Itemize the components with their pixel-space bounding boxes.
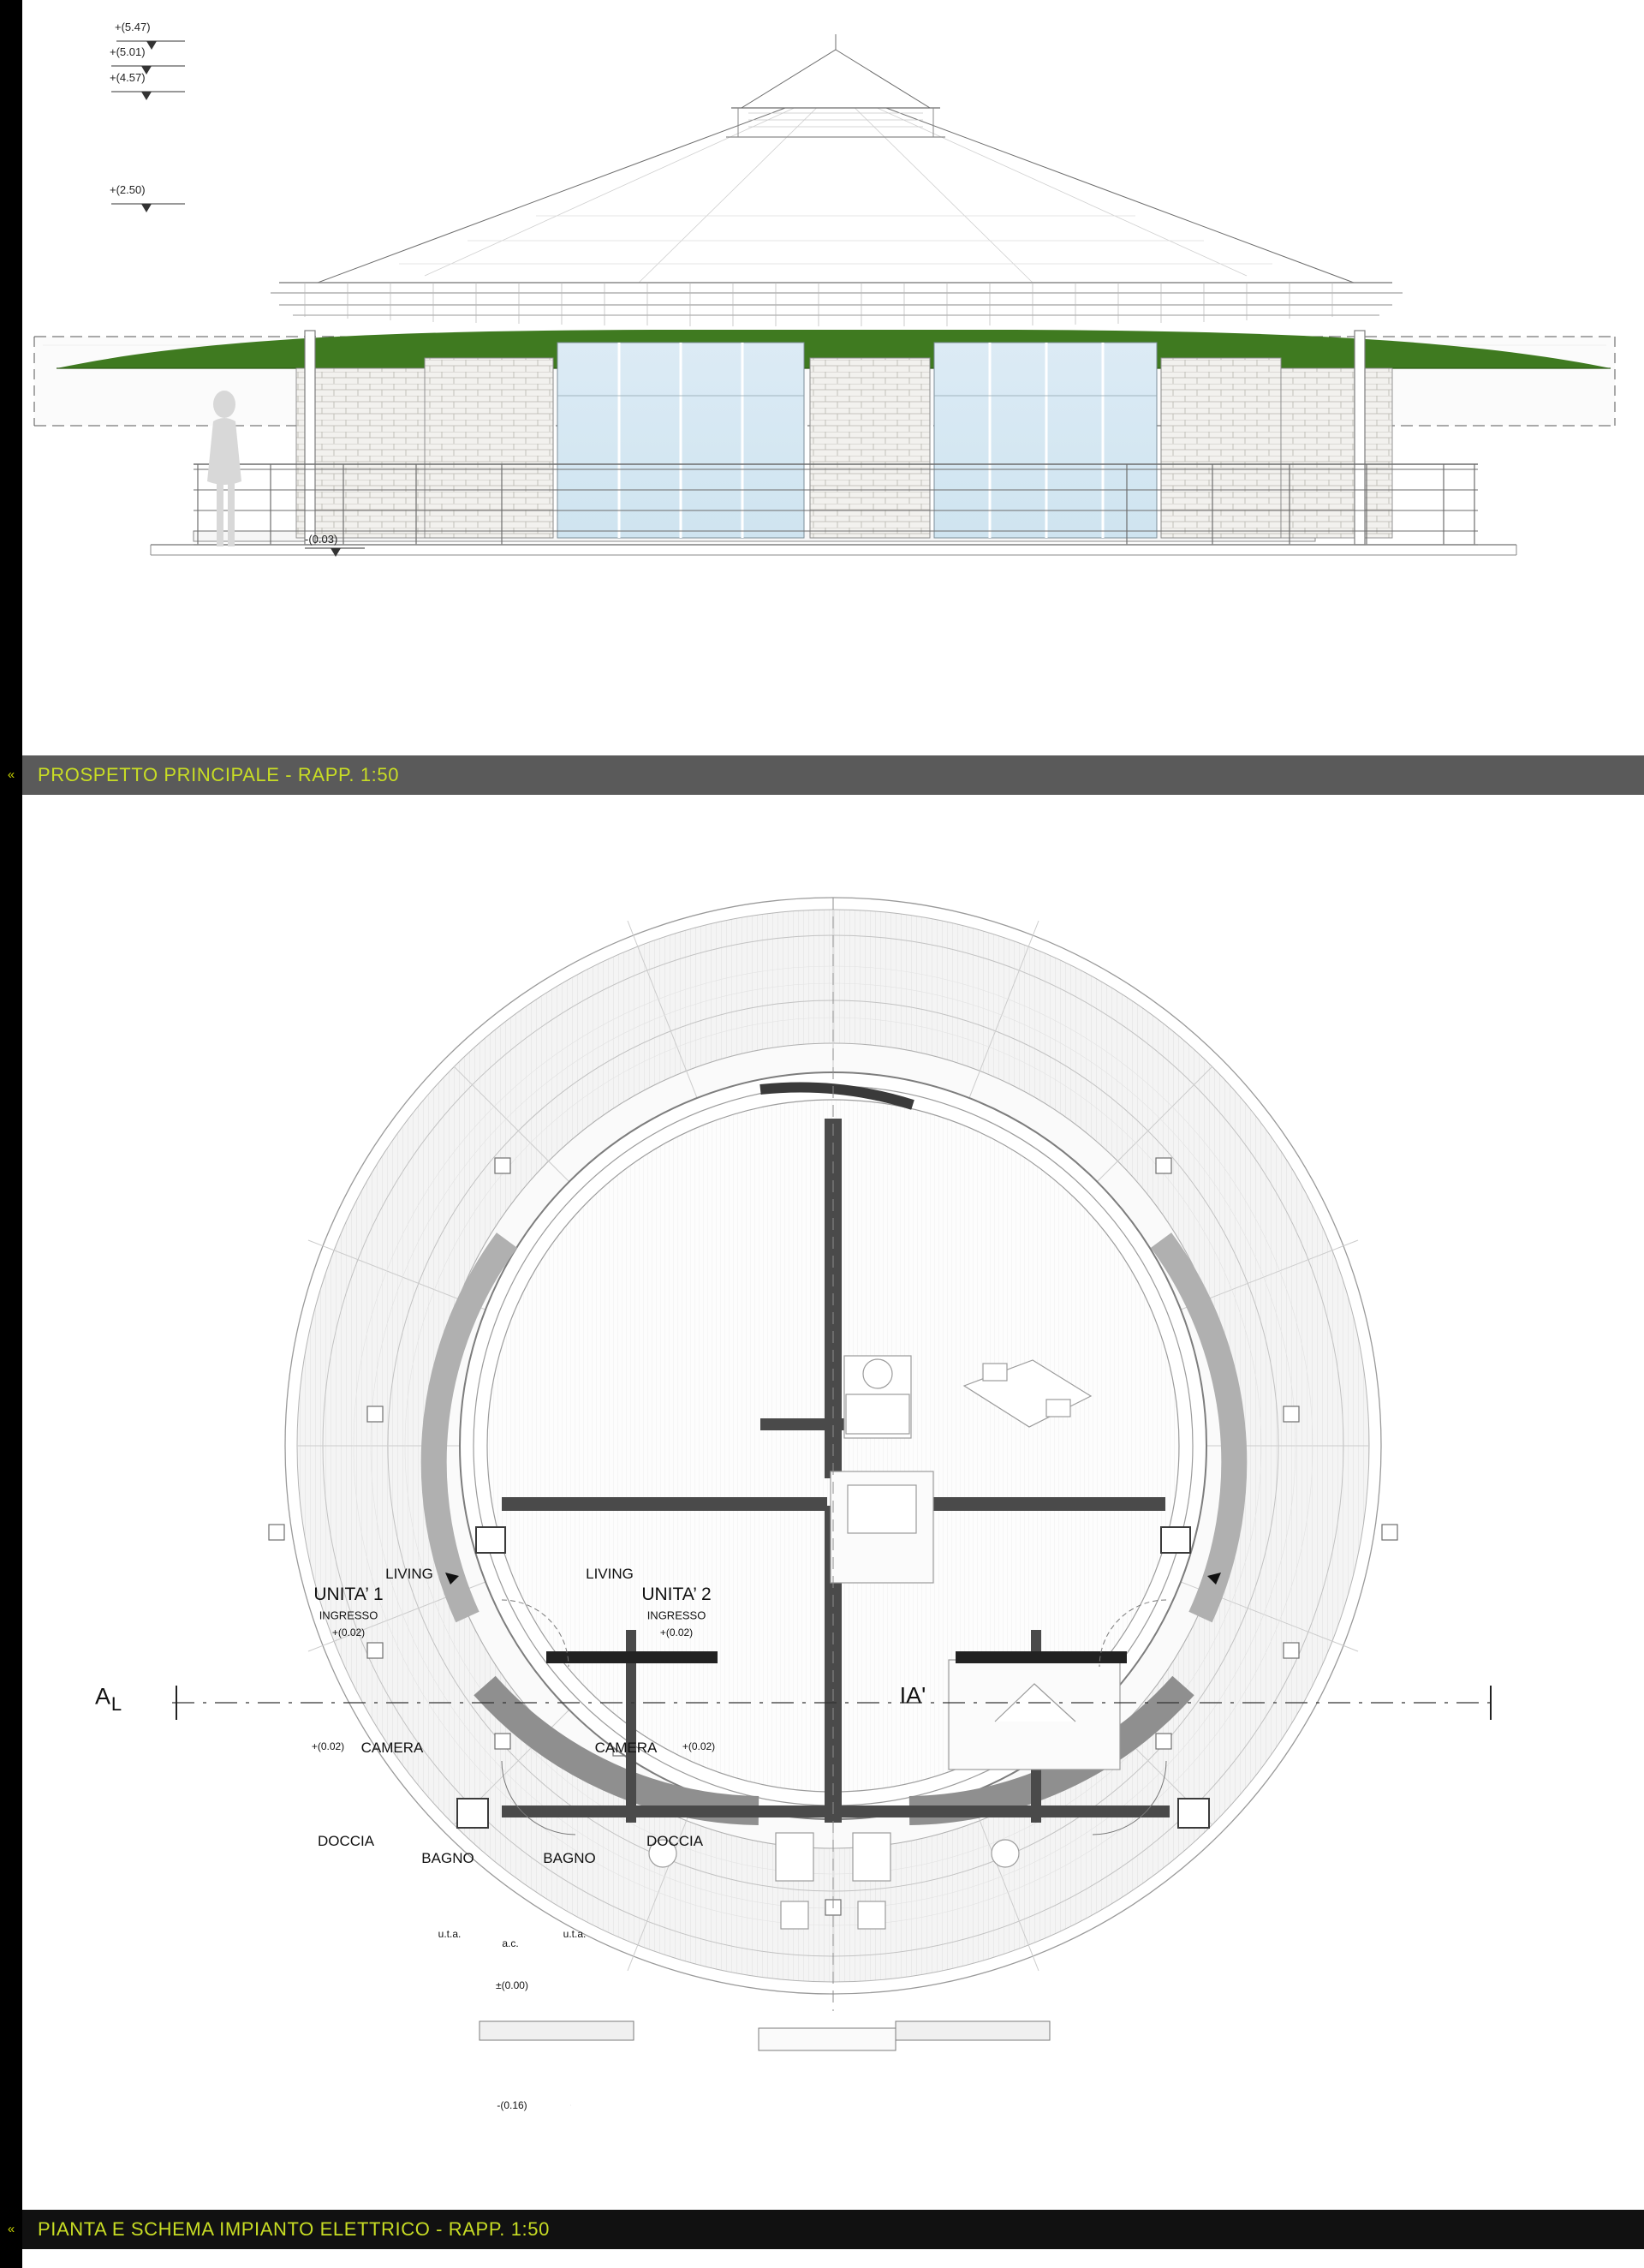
left-black-rail (0, 0, 22, 2268)
unit-2-label: UNITA’ 2 (641, 1585, 712, 1604)
chevron-up-icon-plan[interactable]: « (0, 2210, 22, 2249)
section-mark-a-leader: L (110, 1693, 122, 1715)
elevation-drawing-panel (22, 0, 1644, 755)
equipment-uta-right: u.t.a. (563, 1928, 587, 1940)
plan-level-left: +(0.02) (311, 1740, 345, 1752)
level-label-547: +(5.47) (115, 21, 151, 33)
level-label-457: +(4.57) (110, 71, 146, 84)
unit-1-level: +(0.02) (331, 1626, 366, 1638)
section-mark-a-prime: IA' (899, 1682, 926, 1709)
caption-bar-plan (0, 2210, 1644, 2249)
level-label-250: +(2.50) (110, 183, 146, 196)
equipment-uta-left: u.t.a. (438, 1928, 462, 1940)
unit-2-ingresso: INGRESSO (646, 1608, 706, 1622)
unit-1-label: UNITA’ 1 (313, 1585, 384, 1604)
unit-1-ingresso: INGRESSO (319, 1608, 378, 1622)
level-label-003: -(0.03) (305, 533, 338, 546)
caption-elevation-text: PROSPETTO PRINCIPALE - RAPP. 1:50 (38, 764, 400, 785)
caption-bar-elevation (0, 755, 1644, 795)
plan-level-minus016: -(0.16) (497, 2099, 527, 2111)
caption-plan-text: PIANTA E SCHEMA IMPIANTO ELETTRICO - RAPP. 1:50 (38, 2218, 550, 2240)
room-doccia-1: DOCCIA (317, 1833, 375, 1849)
room-camera-1: CAMERA (360, 1740, 424, 1756)
plan-level-right: +(0.02) (682, 1740, 716, 1752)
level-label-501: +(5.01) (110, 45, 146, 58)
room-bagno-2: BAGNO (543, 1850, 596, 1866)
room-living-2: LIVING (586, 1566, 634, 1582)
room-doccia-2: DOCCIA (646, 1833, 704, 1849)
room-living-1: LIVING (385, 1566, 433, 1582)
plan-level-zero: ±(0.00) (496, 1979, 528, 1991)
room-camera-2: CAMERA (594, 1740, 658, 1756)
unit-2-level: +(0.02) (659, 1626, 694, 1638)
plan-drawing-panel (22, 795, 1644, 2210)
chevron-up-icon[interactable]: « (0, 755, 22, 795)
plan-svg (22, 795, 1644, 2210)
elevation-svg (22, 0, 1644, 755)
room-bagno-1: BAGNO (421, 1850, 474, 1866)
section-mark-a: A (94, 1683, 111, 1710)
equipment-ac: a.c. (502, 1937, 519, 1949)
roof-assembly (271, 34, 1403, 326)
